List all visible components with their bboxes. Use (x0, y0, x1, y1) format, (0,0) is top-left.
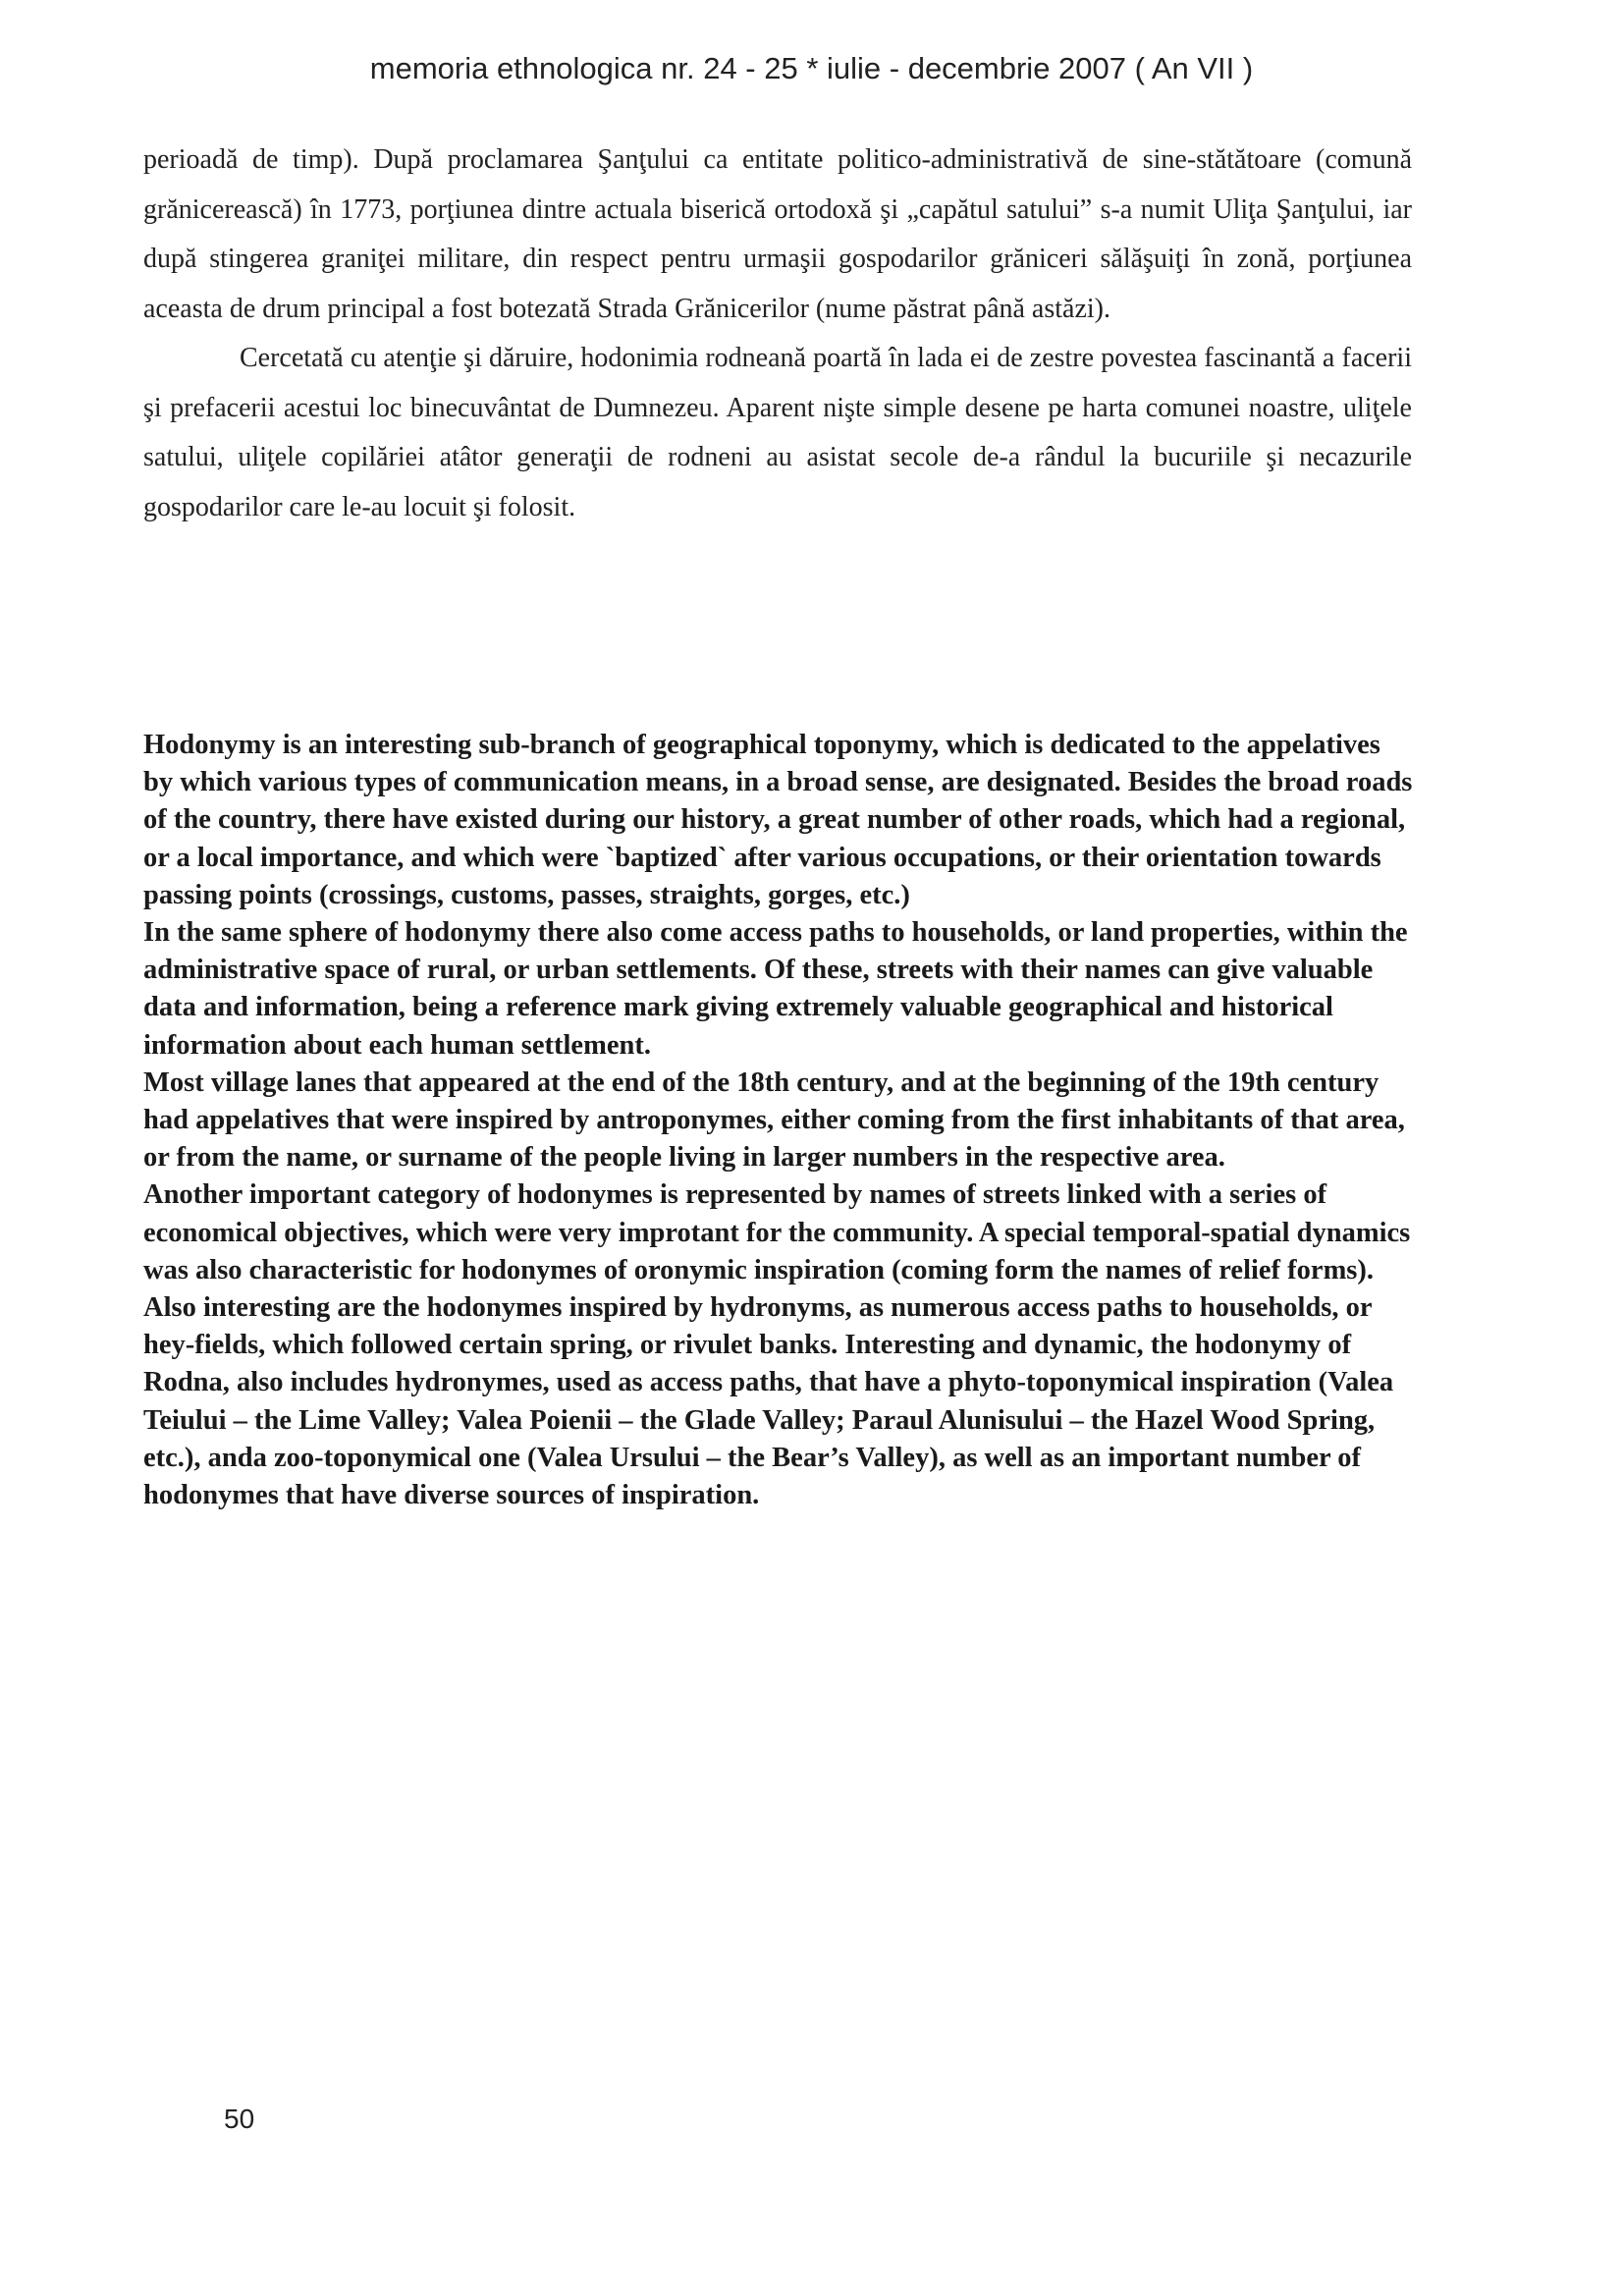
romanian-body-text (143, 136, 1412, 532)
abstract-paragraph: In the same sphere of hodonymy there also come access paths to households, or land properties, within the administrative space of rural, or urban settlements. Of these, streets with their names can give valuable data and information, being a reference mark giving extremely valuable geographical and historical information about each human settlement. (143, 917, 1408, 1061)
abstract-paragraph: Also interesting are the hodonymes inspired by hydronyms, as numerous access paths to households, or hey-fields, which followed certain spring, or rivulet banks. Interesting and dynamic, the hodonymy of Rodna, also includes hydronymes, used as access paths, that have a phyto-toponymical inspiration (Valea Teiului – the Lime Valley; Valea Poienii – the Glade Valley; Paraul Alunisului – the Hazel Wood Spring, etc.), anda zoo-toponymical one (Valea Ursului – the Bear’s Valley), as well as an important number of hodonymes that have diverse sources of inspiration. (143, 1292, 1394, 1511)
abstract-paragraph: Most village lanes that appeared at the end of the 18th century, and at the beginning of the 19th century had appelatives that were inspired by antroponymes, either coming from the first inhabitants of that area, or from the name, or surname of the people living in larger numbers in the respective area. (143, 1066, 1405, 1174)
abstract-paragraph: Hodonymy is an interesting sub-branch of geographical toponymy, which is dedicated to the appelatives by which various types of communication means, in a broad sense, are designated. Besides the broad roads of the country, there have existed during our history, a great number of other roads, which had a regional, or a local importance, and which were `baptized` after various occupations, or their orientation towards passing points (crossings, customs, passes, straights, gorges, etc.) (143, 730, 1413, 910)
page-number: 50 (224, 2104, 255, 2134)
body-paragraph: perioadă de timp). După proclamarea Şanţului ca entitate politico-administrativă de sine-stătătoare (comună grănicerească) în 1773, porţiunea dintre actuala biserică ortodoxă şi „capătul satului” s-a numit Uliţa Şanţului, iar după stingerea graniţei militare, din respect pentru urmaşii gospodarilor grăniceri sălăşuiţi în zonă, porţiunea aceasta de drum principal a fost botezată Strada Grănicerilor (nume păstrat până astăzi). (143, 144, 1412, 324)
abstract-paragraph: Another important category of hodonymes is represented by names of streets linked with a series of economical objectives, which were very improtant for the community. A special temporal-spatial dynamics was also characteristic for hodonymes of oronymic inspiration (coming form the names of relief forms). (143, 1179, 1411, 1285)
english-abstract (143, 727, 1416, 1514)
running-header: memoria ethnologica nr. 24 - 25 * iulie - decembrie 2007 ( An VII ) (369, 51, 1254, 85)
body-paragraph: Cercetată cu atenţie şi dăruire, hodonimia rodneană poartă în lada ei de zestre povestea fascinantă a facerii şi prefacerii acestui loc binecuvântat de Dumnezeu. Aparent nişte simple desene pe harta comunei noastre, uliţele satului, uliţele copilăriei atâtor generaţii de rodneni au asistat secole de-a rândul la bucuriile şi necazurile gospodarilor care le-au locuit şi folosit. (143, 343, 1412, 522)
